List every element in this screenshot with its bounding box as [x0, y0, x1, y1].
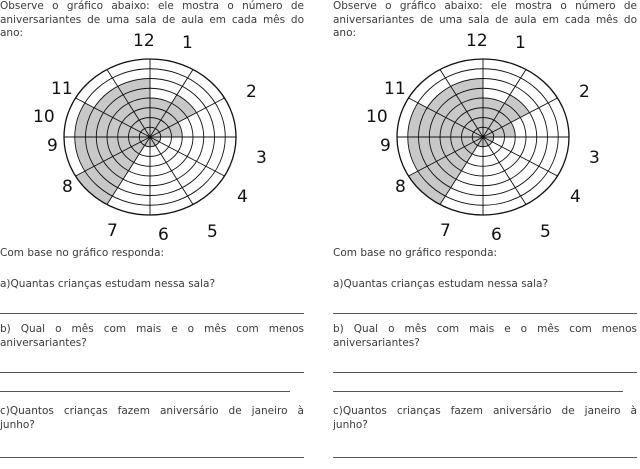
month-label-9: 9: [47, 136, 58, 156]
worksheet-left: [0, 0, 304, 469]
base-instruction: Com base no gráfico responda:: [0, 247, 165, 259]
month-label-2: 2: [579, 82, 590, 102]
question-b-line-2: aniversariantes?: [0, 336, 87, 349]
answer-line[interactable]: [0, 457, 304, 458]
polar-chart-svg: [366, 30, 613, 245]
question-b-line-2: aniversariantes?: [333, 336, 420, 349]
intro-line-1: Observe o gráfico abaixo: ele mostra o número de: [333, 0, 637, 12]
month-label-1: 1: [515, 33, 526, 53]
month-label-6: 6: [491, 225, 502, 245]
answer-line[interactable]: [0, 391, 290, 392]
worksheet-right: [333, 0, 637, 469]
base-instruction: Com base no gráfico responda:: [333, 247, 498, 259]
question-c-line-1: c)Quantos crianças fazem aniversário de janeiro à: [333, 405, 637, 417]
answer-line[interactable]: [333, 313, 637, 314]
month-label-3: 3: [256, 148, 267, 168]
question-a: a)Quantas crianças estudam nessa sala?: [333, 278, 549, 290]
spoke-6: [150, 137, 193, 205]
answer-line[interactable]: [333, 457, 637, 458]
month-label-10: 10: [366, 107, 388, 127]
month-label-8: 8: [395, 177, 406, 197]
question-b-line-1: b) Qual o mês com mais e o mês com menos: [333, 323, 637, 335]
polar-chart: [33, 30, 280, 245]
answer-line[interactable]: [0, 313, 304, 314]
intro-line-3: ano:: [333, 27, 357, 39]
question-c: [0, 405, 304, 432]
month-label-8: 8: [62, 177, 73, 197]
question-b: [333, 323, 637, 350]
intro-line-2: aniversariantes de uma sala de aula em cada mês do: [0, 13, 304, 26]
month-label-5: 5: [207, 222, 218, 242]
polar-chart-svg: [33, 30, 280, 245]
month-label-1: 1: [182, 33, 193, 53]
month-label-10: 10: [33, 107, 55, 127]
question-c-line-1: c)Quantos crianças fazem aniversário de janeiro à: [0, 405, 304, 417]
polar-chart: [366, 30, 613, 245]
spoke-5: [150, 137, 224, 176]
intro-line-2: aniversariantes de uma sala de aula em cada mês do: [333, 13, 637, 26]
month-label-9: 9: [380, 136, 391, 156]
question-a: a)Quantas crianças estudam nessa sala?: [0, 278, 216, 290]
month-label-11: 11: [384, 79, 406, 99]
question-c-line-2: junho?: [333, 418, 368, 431]
month-label-3: 3: [589, 148, 600, 168]
month-label-11: 11: [51, 79, 73, 99]
month-label-12: 12: [466, 31, 488, 51]
month-label-4: 4: [570, 187, 581, 207]
question-c: [333, 405, 637, 432]
answer-line[interactable]: [0, 372, 304, 373]
month-label-12: 12: [133, 31, 155, 51]
month-label-4: 4: [237, 187, 248, 207]
answer-line[interactable]: [333, 372, 637, 373]
month-label-7: 7: [107, 221, 118, 241]
intro-line-1: Observe o gráfico abaixo: ele mostra o número de: [0, 0, 304, 12]
spoke-5: [483, 137, 557, 176]
month-label-5: 5: [540, 222, 551, 242]
question-c-line-2: junho?: [0, 418, 35, 431]
spoke-6: [483, 137, 526, 205]
intro-line-3: ano:: [0, 27, 24, 39]
month-label-7: 7: [440, 221, 451, 241]
month-label-6: 6: [158, 225, 169, 245]
question-b-line-1: b) Qual o mês com mais e o mês com menos: [0, 323, 304, 335]
answer-line[interactable]: [333, 391, 623, 392]
question-b: [0, 323, 304, 350]
month-label-2: 2: [246, 82, 257, 102]
